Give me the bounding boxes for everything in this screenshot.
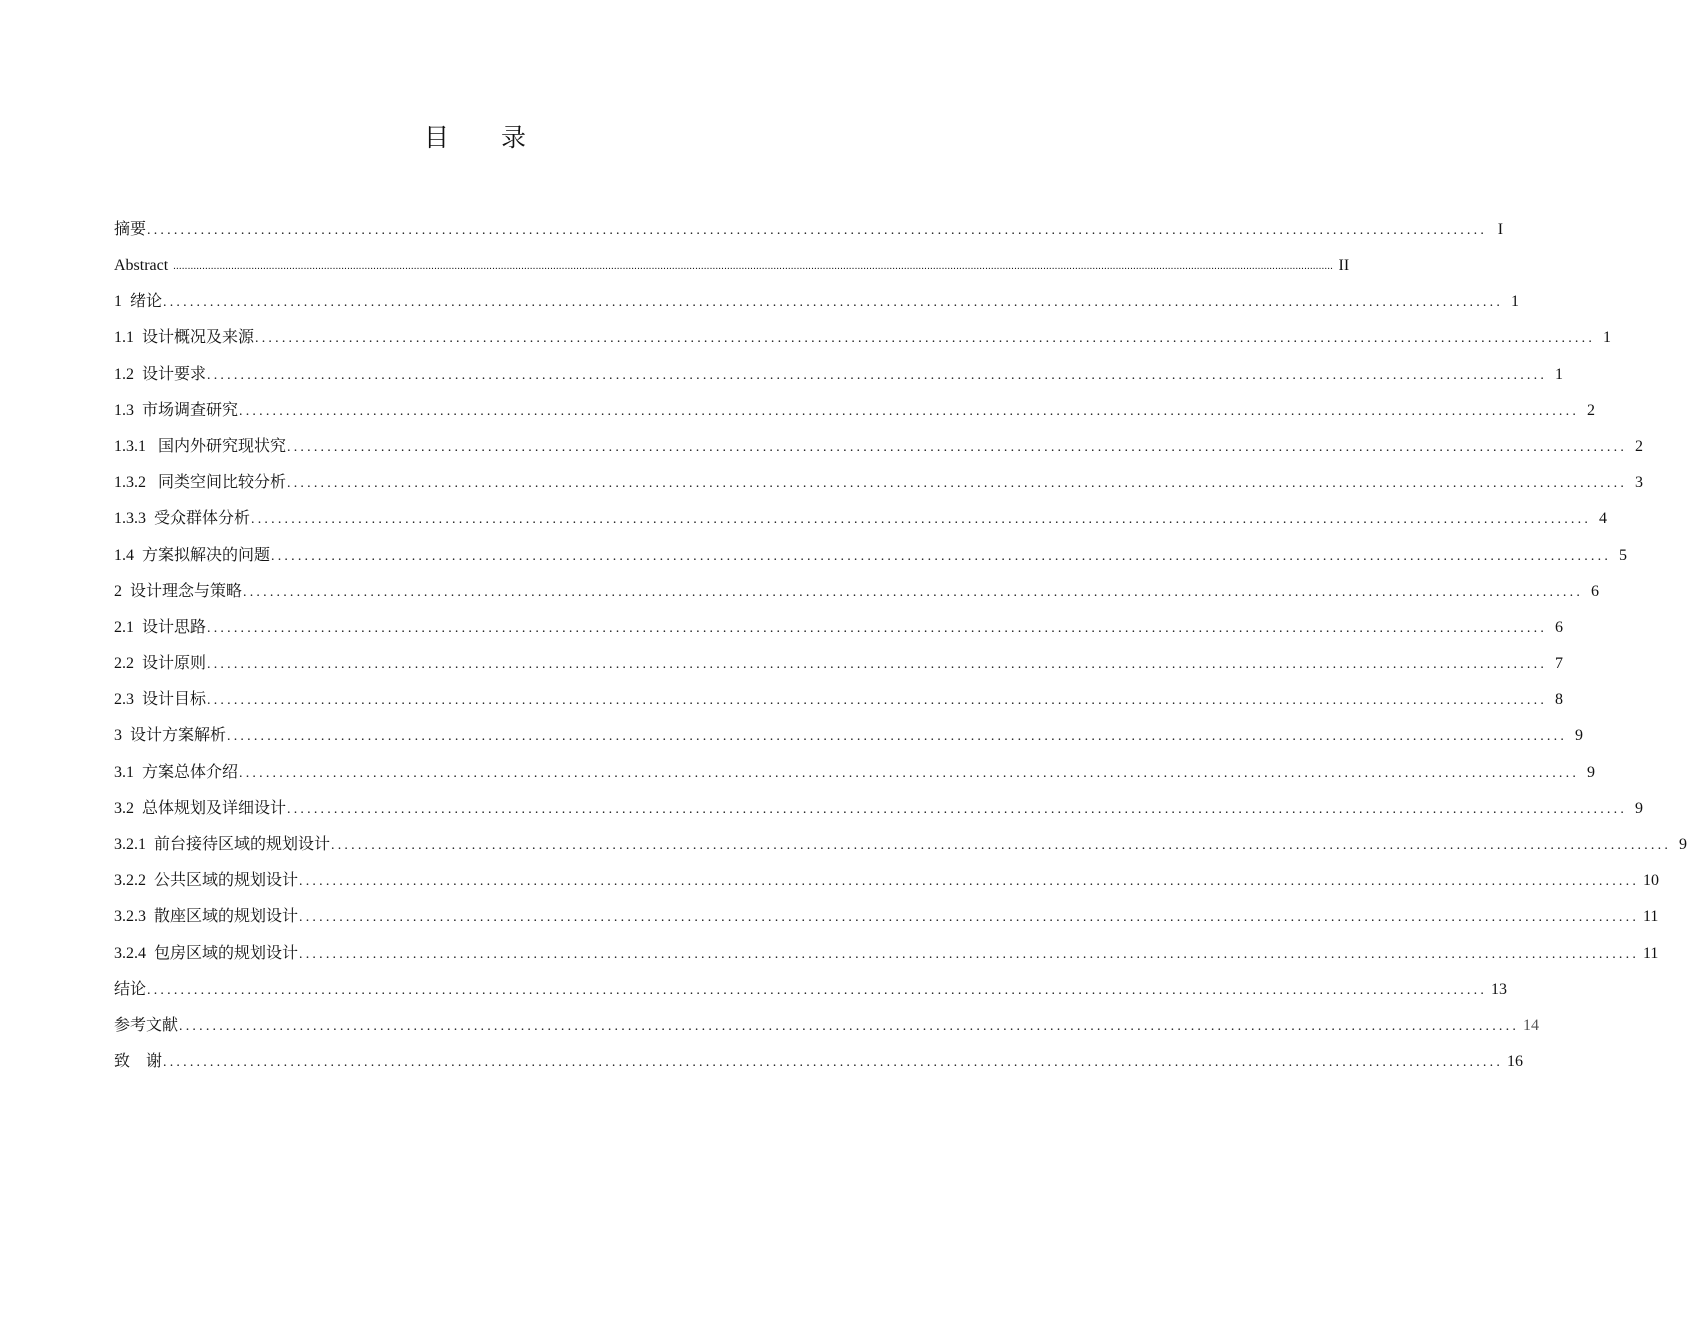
toc-entry[interactable] <box>114 427 1644 463</box>
toc-entry-label: 1.2 设计要求 <box>114 365 207 383</box>
toc-entry-page-number: 6 <box>1591 582 1600 600</box>
toc-entry-label: Abstract <box>114 257 173 274</box>
toc-entry-page-number: 9 <box>1587 763 1596 781</box>
toc-entry-label: 1.1 设计概况及来源 <box>114 329 255 347</box>
toc-entry[interactable] <box>114 716 1584 752</box>
toc-entry[interactable] <box>114 246 1350 282</box>
toc-entry-label: 1.3.1 国内外研究现状究 <box>114 437 287 455</box>
toc-entry-label: 1.3 市场调查研究 <box>114 401 239 419</box>
toc-entry[interactable] <box>114 680 1564 716</box>
toc-entry-page-number: 3 <box>1635 474 1644 492</box>
toc-entry-page-number: 16 <box>1507 1053 1524 1071</box>
toc-dot-leader: ........................................................................................................................................................................................................ <box>239 765 1580 781</box>
toc-entry-label: 1 绪论 <box>114 293 163 311</box>
toc-entry-label: 3.2 总体规划及详细设计 <box>114 799 287 817</box>
toc-entry-label: 3.1 方案总体介绍 <box>114 763 239 781</box>
toc-dot-leader: ................................................................................................................................................................................................................................................................................................................................................................................................................ <box>173 261 1334 272</box>
toc-dot-leader: ........................................................................................................................................................................................................ <box>147 223 1488 238</box>
toc-entry-page-number: 6 <box>1555 618 1564 636</box>
toc-entry-label: 2.2 设计原则 <box>114 655 207 673</box>
toc-entry-page-number: 1 <box>1511 293 1520 311</box>
toc-entry-label: 3.2.3 散座区域的规划设计 <box>114 908 299 926</box>
toc-entry[interactable] <box>114 825 1687 861</box>
toc-dot-leader: ........................................................................................................................................................................................................ <box>207 657 1548 673</box>
toc-entry-label: 1.3.2 同类空间比较分析 <box>114 474 287 492</box>
toc-entry-label: 2 设计理念与策略 <box>114 582 243 600</box>
toc-dot-leader: ........................................................................................................................................................................................................ <box>287 439 1628 455</box>
toc-entry[interactable] <box>114 206 1504 246</box>
toc-entry-page-number: 13 <box>1491 980 1508 998</box>
toc-entry-page-number: 1 <box>1555 365 1564 383</box>
toc-dot-leader: ........................................................................................................................................................................................................ <box>227 729 1568 745</box>
toc-dot-leader: ........................................................................................................................................................................................................ <box>147 982 1488 998</box>
toc-dot-leader: ........................................................................................................................................................................................................ <box>163 295 1504 311</box>
toc-entry-label: 1.3.3 受众群体分析 <box>114 510 251 528</box>
toc-dot-leader: ........................................................................................................................................................................................................ <box>299 946 1640 962</box>
toc-dot-leader: ........................................................................................................................................................................................................ <box>255 331 1596 347</box>
toc-entry-label: 3 设计方案解析 <box>114 727 227 745</box>
toc-entry[interactable] <box>114 789 1644 825</box>
toc-entry-page-number: 9 <box>1575 727 1584 745</box>
toc-entry-page-number: 10 <box>1643 872 1660 890</box>
toc-dot-leader: ........................................................................................................................................................................................................ <box>287 476 1628 492</box>
toc-dot-leader: ........................................................................................................................................................................................................ <box>243 584 1584 600</box>
toc-dot-leader: ........................................................................................................................................................................................................ <box>331 838 1672 853</box>
toc-entry[interactable] <box>114 463 1644 499</box>
toc-entry-page-number: 9 <box>1679 836 1687 853</box>
toc-entry-label: 致 谢 <box>114 1053 163 1071</box>
toc-entry[interactable] <box>114 535 1628 571</box>
toc-entry-label: 3.2.4 包房区域的规划设计 <box>114 944 299 962</box>
toc-entry[interactable] <box>114 644 1564 680</box>
toc-entry-page-number: II <box>1338 257 1350 274</box>
toc-dot-leader: ........................................................................................................................................................................................................ <box>287 801 1628 817</box>
toc-dot-leader: ........................................................................................................................................................................................................ <box>207 620 1548 636</box>
toc-dot-leader: ........................................................................................................................................................................................................ <box>207 367 1548 383</box>
toc-entry[interactable] <box>114 318 1612 354</box>
toc-entry-page-number: 4 <box>1599 510 1608 528</box>
toc-dot-leader: ........................................................................................................................................................................................................ <box>271 548 1612 564</box>
toc-entry[interactable] <box>114 752 1596 788</box>
toc-list <box>114 206 1687 1078</box>
toc-entry-page-number: 14 <box>1523 1016 1540 1034</box>
toc-entry[interactable] <box>114 861 1660 897</box>
toc-entry[interactable] <box>114 897 1659 933</box>
toc-entry-label: 1.4 方案拟解决的问题 <box>114 546 271 564</box>
toc-dot-leader: ........................................................................................................................................................................................................ <box>179 1018 1520 1034</box>
toc-entry[interactable] <box>114 970 1508 1006</box>
toc-entry-page-number: 11 <box>1643 908 1659 926</box>
toc-entry[interactable] <box>114 282 1520 318</box>
toc-dot-leader: ........................................................................................................................................................................................................ <box>299 874 1640 890</box>
toc-entry[interactable] <box>114 499 1608 535</box>
toc-entry-page-number: 7 <box>1555 655 1564 673</box>
toc-entry-page-number: 5 <box>1619 546 1628 564</box>
toc-entry-label: 参考文献 <box>114 1016 179 1034</box>
toc-dot-leader: ........................................................................................................................................................................................................ <box>239 403 1580 419</box>
toc-dot-leader: ........................................................................................................................................................................................................ <box>251 512 1592 528</box>
toc-entry[interactable] <box>114 354 1564 390</box>
toc-dot-leader: ........................................................................................................................................................................................................ <box>207 693 1548 709</box>
toc-entry[interactable] <box>114 1042 1524 1078</box>
toc-entry-label: 3.2.1 前台接待区域的规划设计 <box>114 836 331 853</box>
toc-entry[interactable] <box>114 933 1659 969</box>
toc-dot-leader: ........................................................................................................................................................................................................ <box>163 1055 1504 1071</box>
toc-entry-page-number: 9 <box>1635 799 1644 817</box>
toc-entry[interactable] <box>114 1006 1540 1042</box>
toc-entry-page-number: I <box>1497 221 1504 238</box>
toc-entry-page-number: 1 <box>1603 329 1612 347</box>
toc-dot-leader: ........................................................................................................................................................................................................ <box>299 910 1640 926</box>
toc-entry-page-number: 11 <box>1643 944 1659 962</box>
toc-entry-page-number: 2 <box>1587 401 1596 419</box>
toc-entry[interactable] <box>114 608 1564 644</box>
toc-entry-label: 2.1 设计思路 <box>114 618 207 636</box>
toc-entry[interactable] <box>114 391 1596 427</box>
toc-title: 目 录 <box>424 123 548 152</box>
toc-entry-label: 结论 <box>114 980 147 998</box>
toc-entry-label: 3.2.2 公共区域的规划设计 <box>114 872 299 890</box>
toc-entry-label: 摘要 <box>114 221 147 238</box>
toc-entry-label: 2.3 设计目标 <box>114 691 207 709</box>
toc-entry-page-number: 2 <box>1635 437 1644 455</box>
toc-entry-page-number: 8 <box>1555 691 1564 709</box>
toc-entry[interactable] <box>114 572 1600 608</box>
